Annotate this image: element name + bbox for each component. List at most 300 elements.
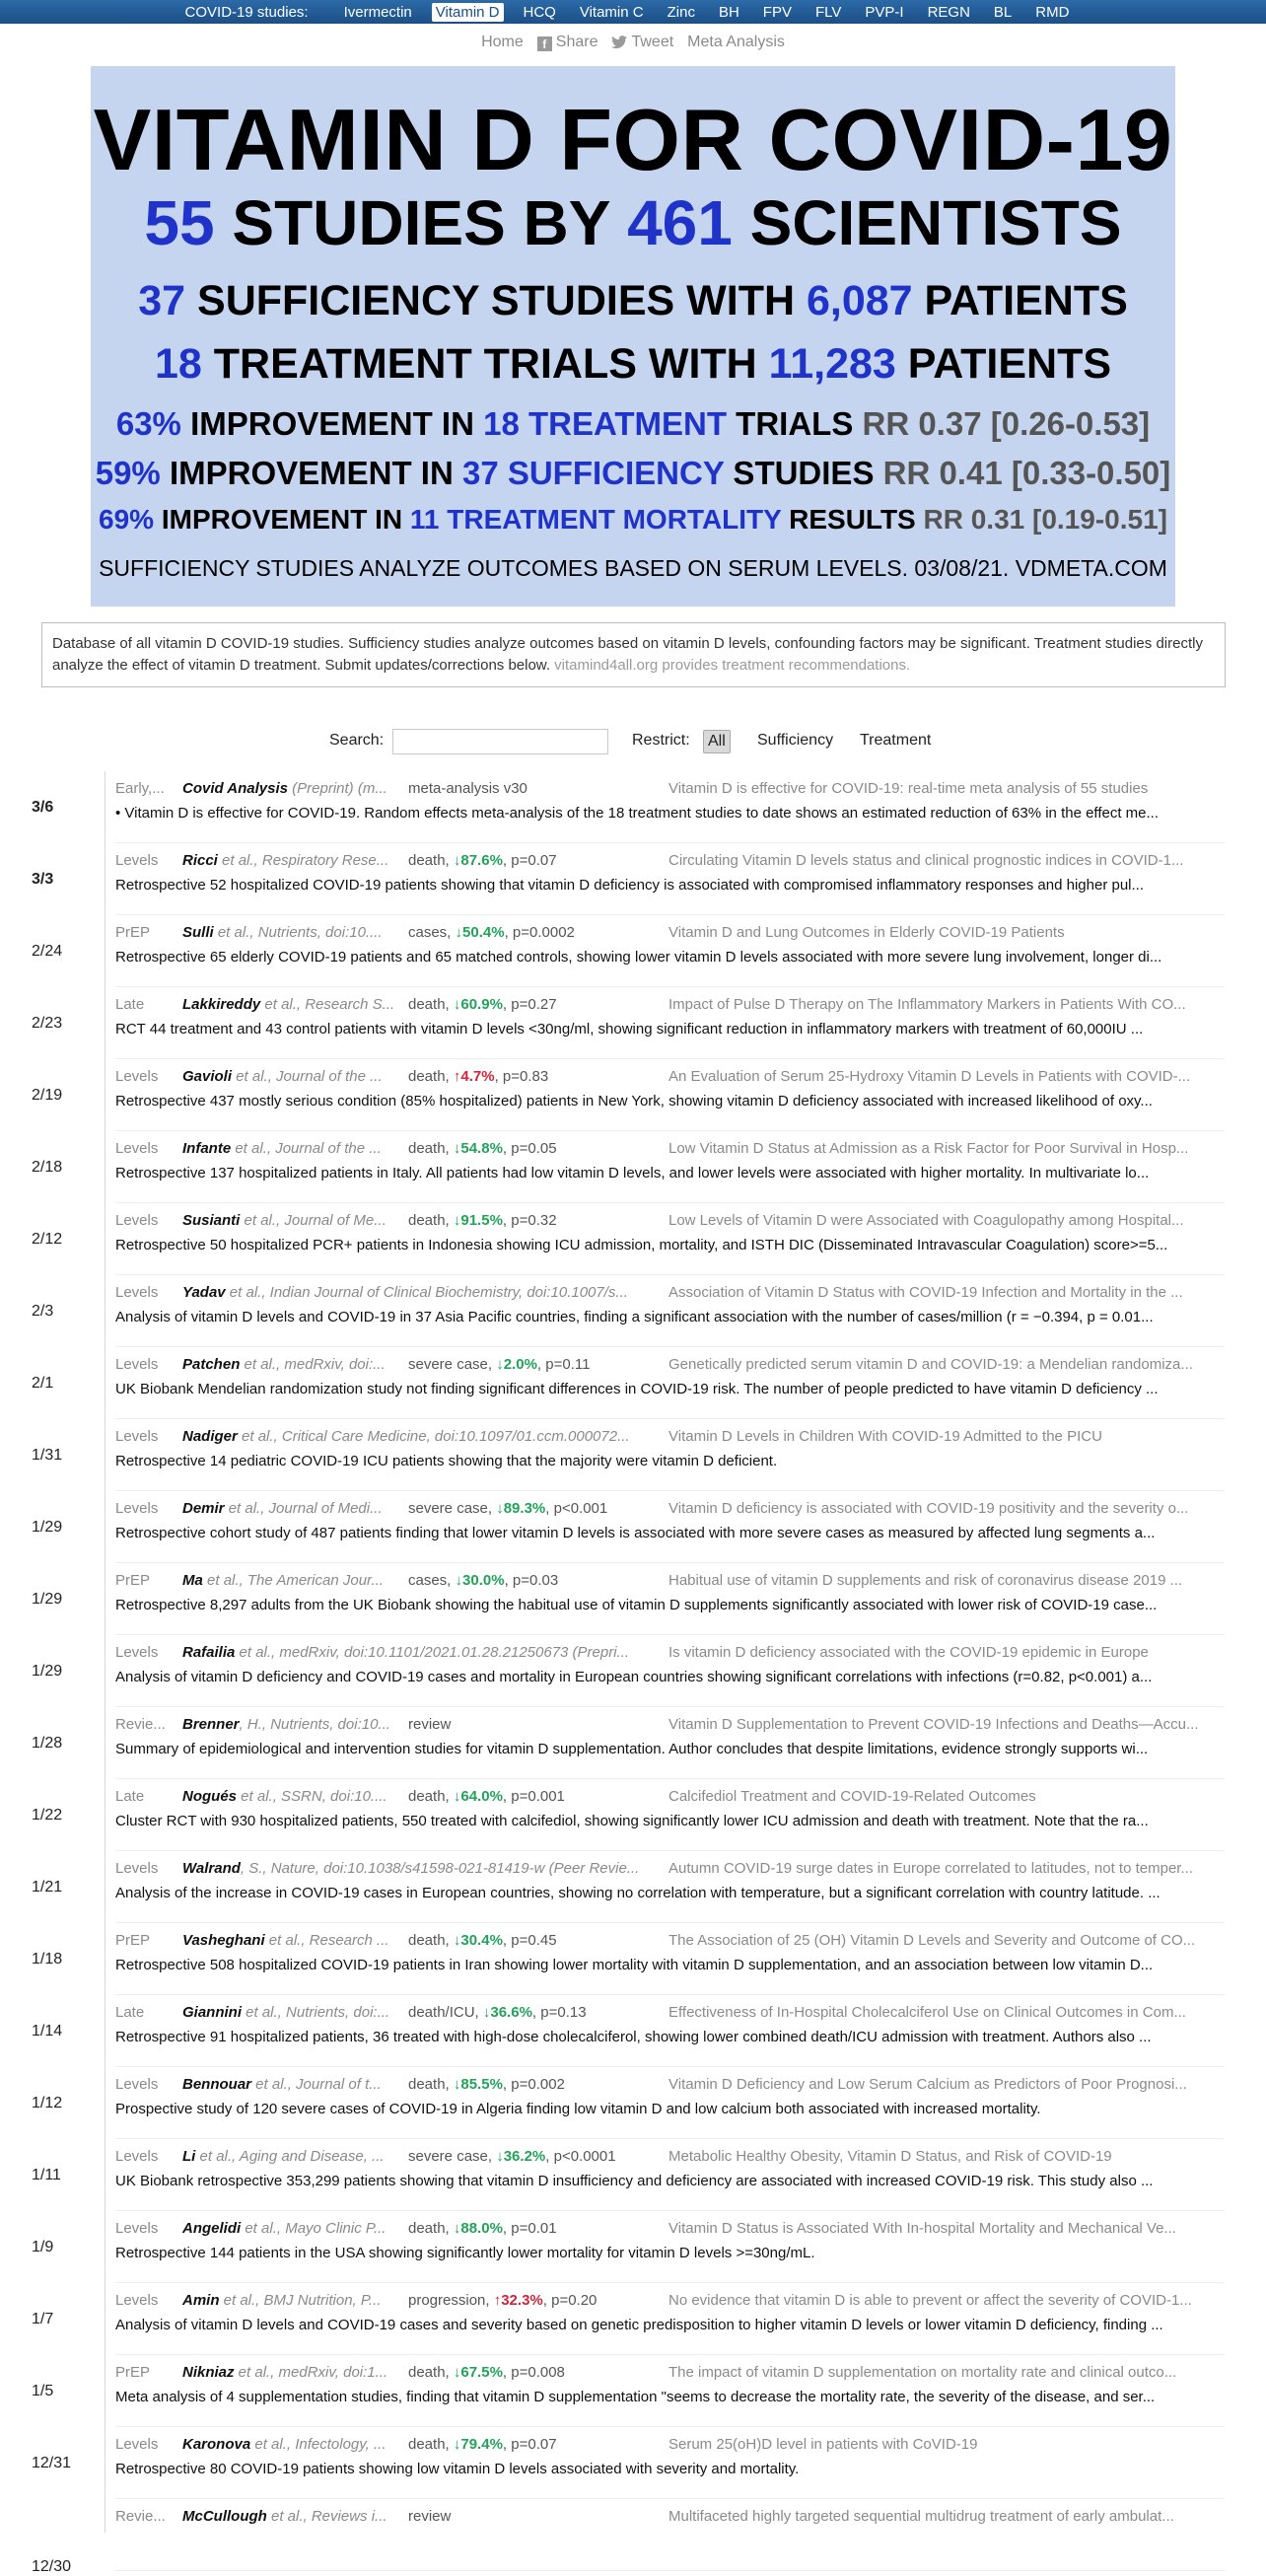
study-effect: ↓89.3% [496, 1500, 546, 1517]
study-outcome: death, [408, 1068, 454, 1085]
study-effect: ↑4.7% [453, 1068, 495, 1085]
study-title[interactable]: No evidence that vitamin D is able to prevent or affect the severity of COVID-1... [668, 2292, 1192, 2309]
study-result [408, 780, 665, 797]
study-effect: ↓67.5% [453, 2364, 503, 2381]
study-row[interactable] [0, 1995, 1266, 2067]
study-outcome: death, [408, 1140, 454, 1157]
nav-items [332, 3, 1082, 22]
study-summary: Retrospective 144 patients in the USA showing significantly lower mortality for vitamin D levels >=30ng/mL. [115, 2245, 815, 2261]
study-type: Levels [115, 1644, 159, 1661]
study-source: et al., BMJ Nutrition, P... [219, 2292, 382, 2309]
study-title[interactable]: Vitamin D and Lung Outcomes in Elderly COVID-19 Patients [668, 924, 1065, 941]
study-citation[interactable] [182, 1572, 387, 1589]
tweet-label: Tweet [631, 34, 674, 50]
study-summary: Retrospective 508 hospitalized COVID-19 patients in Iran showing lower mortality with vitamin D supplementation, and an association between low vitamin D... [115, 1957, 1154, 1973]
study-date: 1/29 [32, 1519, 63, 1536]
study-type: PrEP [115, 1932, 151, 1949]
study-effect: ↓2.0% [496, 1356, 537, 1373]
study-summary: Retrospective 437 mostly serious condition (85% hospitalized) patients in New York, showing vitamin D deficiency associated with increased likelihood of oxy... [115, 1093, 1153, 1109]
nav-item-fpv[interactable]: FPV [762, 3, 792, 21]
study-title[interactable]: The impact of vitamin D supplementation on mortality rate and clinical outco... [668, 2364, 1177, 2381]
study-citation[interactable] [182, 780, 387, 797]
study-title[interactable]: Vitamin D Status is Associated With In-hospital Mortality and Mechanical Ve... [668, 2220, 1176, 2237]
study-citation[interactable] [182, 1716, 390, 1733]
study-p-value: , p=0.20 [542, 2292, 598, 2309]
study-result [408, 2076, 665, 2093]
study-type: PrEP [115, 924, 151, 941]
study-type: Levels [115, 1356, 159, 1373]
study-date: 12/31 [32, 2455, 72, 2471]
study-summary: Retrospective 91 hospitalized patients, 36 treated with high-dose cholecalciferol, showing lower combined death/ICU admission with treatment. Authors also ... [115, 2029, 1152, 2045]
study-summary: Summary of epidemiological and intervention studies for vitamin D supplementation. Author concludes that despite limitations, evidence strongly supports wi... [115, 1741, 1149, 1757]
study-outcome: cases, [408, 1572, 456, 1589]
study-p-value: , p=0.03 [504, 1572, 559, 1589]
study-row[interactable] [0, 1203, 1266, 1275]
study-p-value: , p=0.07 [502, 2436, 557, 2453]
study-type: Late [115, 996, 145, 1013]
study-author: Susianti [182, 1212, 241, 1229]
study-author: Nogués [182, 1788, 238, 1805]
study-date: 2/24 [32, 943, 63, 960]
study-date: 2/19 [32, 1087, 63, 1104]
study-citation[interactable] [182, 1212, 387, 1229]
study-citation[interactable] [182, 1428, 630, 1445]
study-outcome: death, [408, 852, 454, 869]
study-type: Levels [115, 852, 159, 869]
study-author: Amin [182, 2292, 220, 2309]
study-author: Nadiger [182, 1428, 238, 1445]
study-title[interactable]: Autumn COVID-19 surge dates in Europe correlated to latitudes, not to temper... [668, 1860, 1193, 1877]
study-citation[interactable] [182, 1500, 387, 1517]
study-outcome: death, [408, 2364, 454, 2381]
study-summary: RCT 44 treatment and 43 control patients with vitamin D levels <30ng/ml, showing significant reduction in inflammatory markers with treatment of 60,000IU ... [115, 1021, 1144, 1038]
study-type: Levels [115, 2292, 159, 2309]
study-p-value: , p=0.0002 [504, 924, 575, 941]
study-citation[interactable] [182, 2148, 387, 2165]
row-separator [115, 2570, 1225, 2571]
nav-item-bh[interactable]: BH [718, 3, 739, 21]
study-citation[interactable] [182, 2292, 387, 2309]
study-author: Sulli [182, 924, 214, 941]
study-outcome: death, [408, 996, 454, 1013]
study-title[interactable]: Low Vitamin D Status at Admission as a Risk Factor for Poor Survival in Hosp... [668, 1140, 1189, 1157]
study-outcome: severe case, [408, 2148, 497, 2165]
study-title[interactable]: Calcifediol Treatment and COVID-19-Related Outcomes [668, 1788, 1036, 1805]
study-result [408, 1716, 665, 1733]
study-date: 3/6 [32, 799, 54, 816]
study-summary: Prospective study of 120 severe cases of COVID-19 in Algeria finding low vitamin D and low calcium both associated with increased mortality. [115, 2101, 1041, 2117]
study-result [408, 1140, 665, 1157]
study-citation[interactable] [182, 2508, 387, 2525]
study-citation[interactable] [182, 1068, 387, 1085]
study-row[interactable] [0, 1275, 1266, 1347]
study-p-value: , p=0.05 [502, 1140, 557, 1157]
study-source: et al., Reviews i... [266, 2508, 387, 2525]
meta-analysis-link[interactable]: Meta Analysis [687, 34, 785, 50]
study-row[interactable] [0, 1707, 1266, 1779]
study-effect: ↓87.6% [453, 852, 503, 869]
study-outcome: death, [408, 1932, 454, 1949]
study-title[interactable]: Habitual use of vitamin D supplements and risk of coronavirus disease 2019 ... [668, 1572, 1183, 1589]
study-row[interactable] [0, 1491, 1266, 1563]
study-type: Revie... [115, 1716, 166, 1733]
study-p-value: , p=0.002 [502, 2076, 565, 2093]
study-title[interactable]: Circulating Vitamin D levels status and clinical prognostic indices in COVID-1... [668, 852, 1184, 869]
study-type: Levels [115, 1068, 159, 1085]
top-nav-bar [0, 0, 1266, 24]
nav-item-flv[interactable]: FLV [814, 3, 842, 21]
study-summary: • Vitamin D is effective for COVID-19. Random effects meta-analysis of the 18 treatment studies to date shows an estimated reduction of 63% in the effect me... [115, 805, 1160, 822]
study-row[interactable] [0, 843, 1266, 915]
study-p-value: , p=0.11 [536, 1356, 591, 1373]
study-summary: Analysis of vitamin D levels and COVID-19 in 37 Asia Pacific countries, finding a significant association with the number of cases/million (r = −0.394, p = 0.01... [115, 1309, 1154, 1325]
study-summary: UK Biobank retrospective 353,299 patients showing that vitamin D insufficiency and deficiency are associated with increased COVID-19 risk. This study also ... [115, 2173, 1154, 2189]
study-source: , H., Nutrients, doi:10... [239, 1716, 390, 1733]
recommendations-link[interactable]: vitamind4all.org provides treatment recommendations. [554, 657, 911, 674]
nav-lead-label: COVID-19 studies: [184, 3, 309, 21]
study-title[interactable]: Vitamin D deficiency is associated with COVID-19 positivity and the severity o... [668, 1500, 1189, 1517]
search-label: Search: [329, 732, 385, 749]
study-row[interactable] [0, 987, 1266, 1059]
study-row[interactable] [0, 2067, 1266, 2139]
study-author: Yadav [182, 1284, 226, 1301]
study-author: Brenner [182, 1716, 240, 1733]
study-date: 1/28 [32, 1735, 63, 1752]
nav-item-pvp-i[interactable]: PVP-I [865, 3, 904, 21]
study-outcome: death, [408, 2076, 454, 2093]
study-effect: ↓30.4% [453, 1932, 503, 1949]
nav-item-vitamin-d[interactable]: Vitamin D [432, 3, 504, 22]
study-effect: ↓91.5% [453, 1212, 503, 1229]
study-title[interactable]: Is vitamin D deficiency associated with the COVID-19 epidemic in Europe [668, 1644, 1149, 1661]
study-title[interactable]: The Association of 25 (OH) Vitamin D Levels and Severity and Outcome of CO... [668, 1932, 1196, 1949]
banner-title: VITAMIN D FOR COVID-19 [93, 91, 1173, 188]
study-date: 2/23 [32, 1015, 63, 1032]
study-p-value: , p=0.001 [502, 1788, 565, 1805]
study-source: et al., Research S... [260, 996, 395, 1013]
study-effect: ↓36.2% [496, 2148, 546, 2165]
study-source: et al., medRxiv, doi:... [240, 1356, 386, 1373]
study-effect: ↓60.9% [453, 996, 503, 1013]
study-row[interactable] [0, 1563, 1266, 1635]
study-row[interactable] [0, 2427, 1266, 2499]
study-author: Ma [182, 1572, 203, 1589]
study-row[interactable] [0, 2211, 1266, 2283]
filter-all-button[interactable]: All [703, 730, 731, 753]
study-row[interactable] [0, 2139, 1266, 2211]
study-outcome: death, [408, 1212, 454, 1229]
twitter-icon [611, 36, 627, 49]
study-citation[interactable] [182, 996, 395, 1013]
study-citation[interactable] [182, 2364, 387, 2381]
study-title[interactable]: Impact of Pulse D Therapy on The Inflammatory Markers in Patients With CO... [668, 996, 1186, 1013]
filter-sufficiency-button[interactable]: Sufficiency [757, 732, 834, 749]
study-summary: Analysis of vitamin D deficiency and COVID-19 cases and mortality in European countries showing significant correlations with infections (r=0.82, p<0.001) a... [115, 1669, 1153, 1685]
study-source: , S., Nature, doi:10.1038/s41598-021-81419-w (Peer Revie... [240, 1860, 640, 1877]
study-type: Early,... [115, 780, 165, 797]
study-citation[interactable] [182, 1140, 387, 1157]
study-type: Levels [115, 1860, 159, 1877]
study-outcome: progression, [408, 2292, 494, 2309]
study-source: et al., The American Jour... [202, 1572, 384, 1589]
study-summary: Retrospective 8,297 adults from the UK Biobank showing the habitual use of vitamin D supplements significantly associated with lower risk of COVID-19 case... [115, 1597, 1158, 1613]
study-p-value: , p=0.83 [494, 1068, 549, 1085]
study-type: PrEP [115, 2364, 151, 2381]
study-effect: ↓30.0% [455, 1572, 505, 1589]
study-source: et al., Infectology, ... [250, 2436, 387, 2453]
study-title[interactable]: Genetically predicted serum vitamin D and COVID-19: a Mendelian randomiza... [668, 1356, 1193, 1373]
study-result [408, 1572, 665, 1589]
study-date: 1/14 [32, 2023, 63, 2039]
study-date: 1/18 [32, 1951, 63, 1968]
banner-footer: SUFFICIENCY STUDIES ANALYZE OUTCOMES BASED ON SERUM LEVELS. 03/08/21. VDMETA.COM [99, 555, 1167, 581]
study-effect: ↓79.4% [453, 2436, 503, 2453]
study-type: Levels [115, 2436, 159, 2453]
study-author: Rafailia [182, 1644, 236, 1661]
nav-item-regn[interactable]: REGN [927, 3, 970, 21]
study-summary: Analysis of the increase in COVID-19 cases in European countries, showing no correlation with temperature, but a significant correlation with country latitude. ... [115, 1885, 1160, 1901]
study-title[interactable]: Multifaceted highly targeted sequential multidrug treatment of early ambulat... [668, 2508, 1174, 2525]
study-result [408, 2436, 665, 2453]
study-row[interactable] [0, 2499, 1266, 2575]
study-effect: ↓88.0% [453, 2220, 503, 2237]
study-outcome: cases, [408, 924, 456, 941]
study-author: Li [182, 2148, 196, 2165]
restrict-label: Restrict: [632, 732, 690, 749]
study-type: Levels [115, 2076, 159, 2093]
study-type: Levels [115, 1284, 159, 1301]
study-source: et al., Research ... [264, 1932, 389, 1949]
summary-banner [91, 66, 1175, 607]
study-title[interactable]: Low Levels of Vitamin D were Associated with Coagulopathy among Hospital... [668, 1212, 1184, 1229]
study-title[interactable]: Vitamin D Levels in Children With COVID-19 Admitted to the PICU [668, 1428, 1102, 1445]
home-link[interactable]: Home [481, 34, 524, 50]
filter-treatment-button[interactable]: Treatment [860, 732, 932, 749]
study-source: et al., Critical Care Medicine, doi:10.1097/01.ccm.000072... [237, 1428, 630, 1445]
study-title[interactable]: Serum 25(oH)D level in patients with CoVID-19 [668, 2436, 978, 2453]
study-author: Angelidi [182, 2220, 242, 2237]
study-date: 3/3 [32, 871, 54, 888]
study-type: Levels [115, 2220, 159, 2237]
study-result [408, 1068, 665, 1085]
study-p-value: , p=0.01 [502, 2220, 557, 2237]
study-citation[interactable] [182, 852, 387, 869]
study-p-value: , p=0.45 [502, 1932, 557, 1949]
study-citation[interactable] [182, 1932, 387, 1949]
study-row[interactable] [0, 2355, 1266, 2427]
study-author: Patchen [182, 1356, 241, 1373]
study-author: Demir [182, 1500, 225, 1517]
study-citation[interactable] [182, 924, 387, 941]
study-effect: ↓85.5% [453, 2076, 503, 2093]
banner-improvement-mortality: 69% IMPROVEMENT IN 11 TREATMENT MORTALITY RESULTS RR 0.31 [0.19-0.51] [99, 504, 1167, 535]
study-author: Infante [182, 1140, 232, 1157]
study-author: McCullough [182, 2508, 267, 2525]
study-source: et al., Aging and Disease, ... [195, 2148, 385, 2165]
nav-item-rmd[interactable]: RMD [1035, 3, 1070, 21]
study-outcome: meta-analysis v30 [408, 780, 528, 797]
study-citation[interactable] [182, 2004, 390, 2021]
banner-studies-line: 55 STUDIES BY 461 SCIENTISTS [144, 187, 1122, 258]
study-author: Giannini [182, 2004, 242, 2021]
nav-item-hcq[interactable]: HCQ [523, 3, 556, 21]
study-result [408, 2292, 665, 2309]
study-type: Late [115, 2004, 145, 2021]
study-author: Karonova [182, 2436, 251, 2453]
study-date: 2/12 [32, 1231, 63, 1248]
share-row [0, 34, 1266, 51]
study-title[interactable]: An Evaluation of Serum 25-Hydroxy Vitamin D Levels in Patients with COVID-... [668, 1068, 1191, 1085]
study-author: Lakkireddy [182, 996, 261, 1013]
study-author: Bennouar [182, 2076, 252, 2093]
study-summary: Retrospective 65 elderly COVID-19 patients and 65 matched controls, showing lower vitamin D levels associated with more severe lung involvement, longer di... [115, 949, 1162, 966]
study-p-value: , p=0.13 [531, 2004, 587, 2021]
study-citation[interactable] [182, 1644, 630, 1661]
study-type: PrEP [115, 1572, 151, 1589]
study-author: Walrand [182, 1860, 241, 1877]
study-date: 1/12 [32, 2095, 63, 2111]
nav-item-ivermectin[interactable]: Ivermectin [343, 3, 412, 21]
study-date: 12/30 [32, 2558, 72, 2575]
study-citation[interactable] [182, 2220, 387, 2237]
share-label: Share [555, 34, 598, 50]
study-row[interactable] [0, 771, 1266, 843]
study-type: Late [115, 1788, 145, 1805]
study-citation[interactable] [182, 2076, 387, 2093]
search-row [0, 729, 1266, 754]
study-summary: Retrospective 137 hospitalized patients in Italy. All patients had low vitamin D levels, and lower levels were associated with higher mortality. In multivariate lo... [115, 1165, 1150, 1181]
study-citation[interactable] [182, 1284, 628, 1301]
study-date: 1/11 [32, 2167, 61, 2183]
study-title[interactable]: Vitamin D Supplementation to Prevent COVID-19 Infections and Deaths—Accu... [668, 1716, 1199, 1733]
nav-item-vitamin-c[interactable]: Vitamin C [579, 3, 644, 21]
study-citation[interactable] [182, 1356, 387, 1373]
study-outcome: death/ICU, [408, 2004, 483, 2021]
study-type: Levels [115, 1140, 159, 1157]
study-outcome: severe case, [408, 1356, 497, 1373]
study-source: et al., medRxiv, doi:10.1101/2021.01.28.21250673 (Prepri... [235, 1644, 630, 1661]
study-date: 1/7 [32, 2311, 54, 2327]
study-date: 2/3 [32, 1303, 54, 1320]
study-summary: Cluster RCT with 930 hospitalized patients, 550 treated with calcifediol, showing significantly lower ICU admission and death with treatment. Note that the ra... [115, 1813, 1149, 1829]
study-source: et al., Journal of the ... [232, 1068, 383, 1085]
study-source: et al., Journal of t... [251, 2076, 382, 2093]
study-summary: Retrospective 50 hospitalized PCR+ patients in Indonesia showing ICU admission, mortality, and ISTH DIC (Disseminated Intravascular Coagulation) score>=5... [115, 1237, 1168, 1253]
study-title[interactable]: Association of Vitamin D Status with COVID-19 Infection and Mortality in the ... [668, 1284, 1183, 1301]
study-row[interactable] [0, 1923, 1266, 1995]
study-author: Gavioli [182, 1068, 233, 1085]
nav-item-zinc[interactable]: Zinc [667, 3, 695, 21]
study-result [408, 996, 665, 1013]
study-type: Levels [115, 1212, 159, 1229]
study-date: 1/21 [32, 1879, 63, 1896]
study-row[interactable] [0, 1419, 1266, 1491]
banner-sufficiency-line: 37 SUFFICIENCY STUDIES WITH 6,087 PATIENTS [138, 277, 1128, 324]
study-row[interactable] [0, 1059, 1266, 1131]
study-author: Covid Analysis [182, 780, 288, 797]
description-box [41, 622, 1226, 687]
study-source: et al., Journal of Me... [240, 1212, 387, 1229]
study-date: 2/18 [32, 1159, 63, 1176]
study-result [408, 924, 665, 941]
study-summary: Retrospective 80 COVID-19 patients showing low vitamin D levels associated with severity and mortality. [115, 2461, 800, 2477]
study-author: Ricci [182, 852, 218, 869]
study-citation[interactable] [182, 1788, 387, 1805]
study-title[interactable]: Vitamin D is effective for COVID-19: real-time meta analysis of 55 studies [668, 780, 1149, 797]
study-source: (Preprint) (m... [287, 780, 387, 797]
study-result [408, 2364, 665, 2381]
study-effect: ↓54.8% [453, 1140, 503, 1157]
study-row[interactable] [0, 1347, 1266, 1419]
study-effect: ↓50.4% [455, 924, 505, 941]
study-row[interactable] [0, 1779, 1266, 1851]
study-title[interactable]: Vitamin D Deficiency and Low Serum Calcium as Predictors of Poor Prognosi... [668, 2076, 1187, 2093]
study-p-value: , p<0.001 [545, 1500, 608, 1517]
study-type: Revie... [115, 2508, 166, 2525]
study-citation[interactable] [182, 2436, 387, 2453]
study-row[interactable] [0, 1131, 1266, 1203]
banner-improvement-sufficiency: 59% IMPROVEMENT IN 37 SUFFICIENCY STUDIES RR 0.41 [0.33-0.50] [95, 455, 1171, 491]
study-date: 1/31 [32, 1447, 63, 1464]
study-result [408, 1356, 665, 1373]
study-row[interactable] [0, 1851, 1266, 1923]
study-summary: Analysis of vitamin D levels and COVID-19 cases and severity based on genetic predisposition to higher vitamin D levels or lower vitamin D deficiency, finding ... [115, 2317, 1163, 2333]
nav-item-bl[interactable]: BL [993, 3, 1013, 21]
study-source: et al., Journal of the ... [231, 1140, 382, 1157]
search-input[interactable] [392, 729, 608, 754]
study-p-value: , p=0.32 [502, 1212, 557, 1229]
study-outcome: death, [408, 2220, 454, 2237]
tweet-button[interactable] [611, 34, 673, 51]
study-p-value: , p=0.27 [502, 996, 557, 1013]
study-source: et al., Mayo Clinic P... [241, 2220, 387, 2237]
study-result [408, 852, 665, 869]
study-title[interactable]: Metabolic Healthy Obesity, Vitamin D Status, and Risk of COVID-19 [668, 2148, 1112, 2165]
study-result [408, 2148, 665, 2165]
study-row[interactable] [0, 915, 1266, 987]
study-source: et al., Nutrients, doi:... [242, 2004, 390, 2021]
study-result [408, 1212, 665, 1229]
study-effect: ↓64.0% [453, 1788, 503, 1805]
study-date: 1/22 [32, 1807, 63, 1824]
study-effect: ↑32.3% [493, 2292, 543, 2309]
study-p-value: , p=0.07 [502, 852, 557, 869]
study-title[interactable]: Effectiveness of In-Hospital Cholecalciferol Use on Clinical Outcomes in Com... [668, 2004, 1186, 2021]
study-date: 1/5 [32, 2383, 54, 2399]
study-source: et al., Respiratory Rese... [217, 852, 389, 869]
study-summary: Retrospective cohort study of 487 patients finding that lower vitamin D levels is associated with more severe cases as measured by affected lung segments a... [115, 1525, 1156, 1541]
study-result [408, 2220, 665, 2237]
study-result [408, 2508, 665, 2525]
banner-treatment-line: 18 TREATMENT TRIALS WITH 11,283 PATIENTS [154, 340, 1112, 388]
study-outcome: review [408, 1716, 452, 1733]
study-outcome: death, [408, 1788, 454, 1805]
study-citation[interactable] [182, 1860, 640, 1877]
study-date: 2/1 [32, 1375, 54, 1392]
study-summary: Retrospective 14 pediatric COVID-19 ICU patients showing that the majority were vitamin D deficient. [115, 1453, 778, 1469]
study-author: Vasheghani [182, 1932, 265, 1949]
study-source: et al., Nutrients, doi:10.... [213, 924, 383, 941]
study-type: Levels [115, 1500, 159, 1517]
share-button[interactable] [537, 34, 598, 51]
study-source: et al., Indian Journal of Clinical Biochemistry, doi:10.1007/s... [225, 1284, 628, 1301]
study-row[interactable] [0, 1635, 1266, 1707]
study-result [408, 2004, 665, 2021]
study-effect: ↓36.6% [482, 2004, 532, 2021]
study-row[interactable] [0, 2283, 1266, 2355]
study-type: Levels [115, 2148, 159, 2165]
study-type: Levels [115, 1428, 159, 1445]
